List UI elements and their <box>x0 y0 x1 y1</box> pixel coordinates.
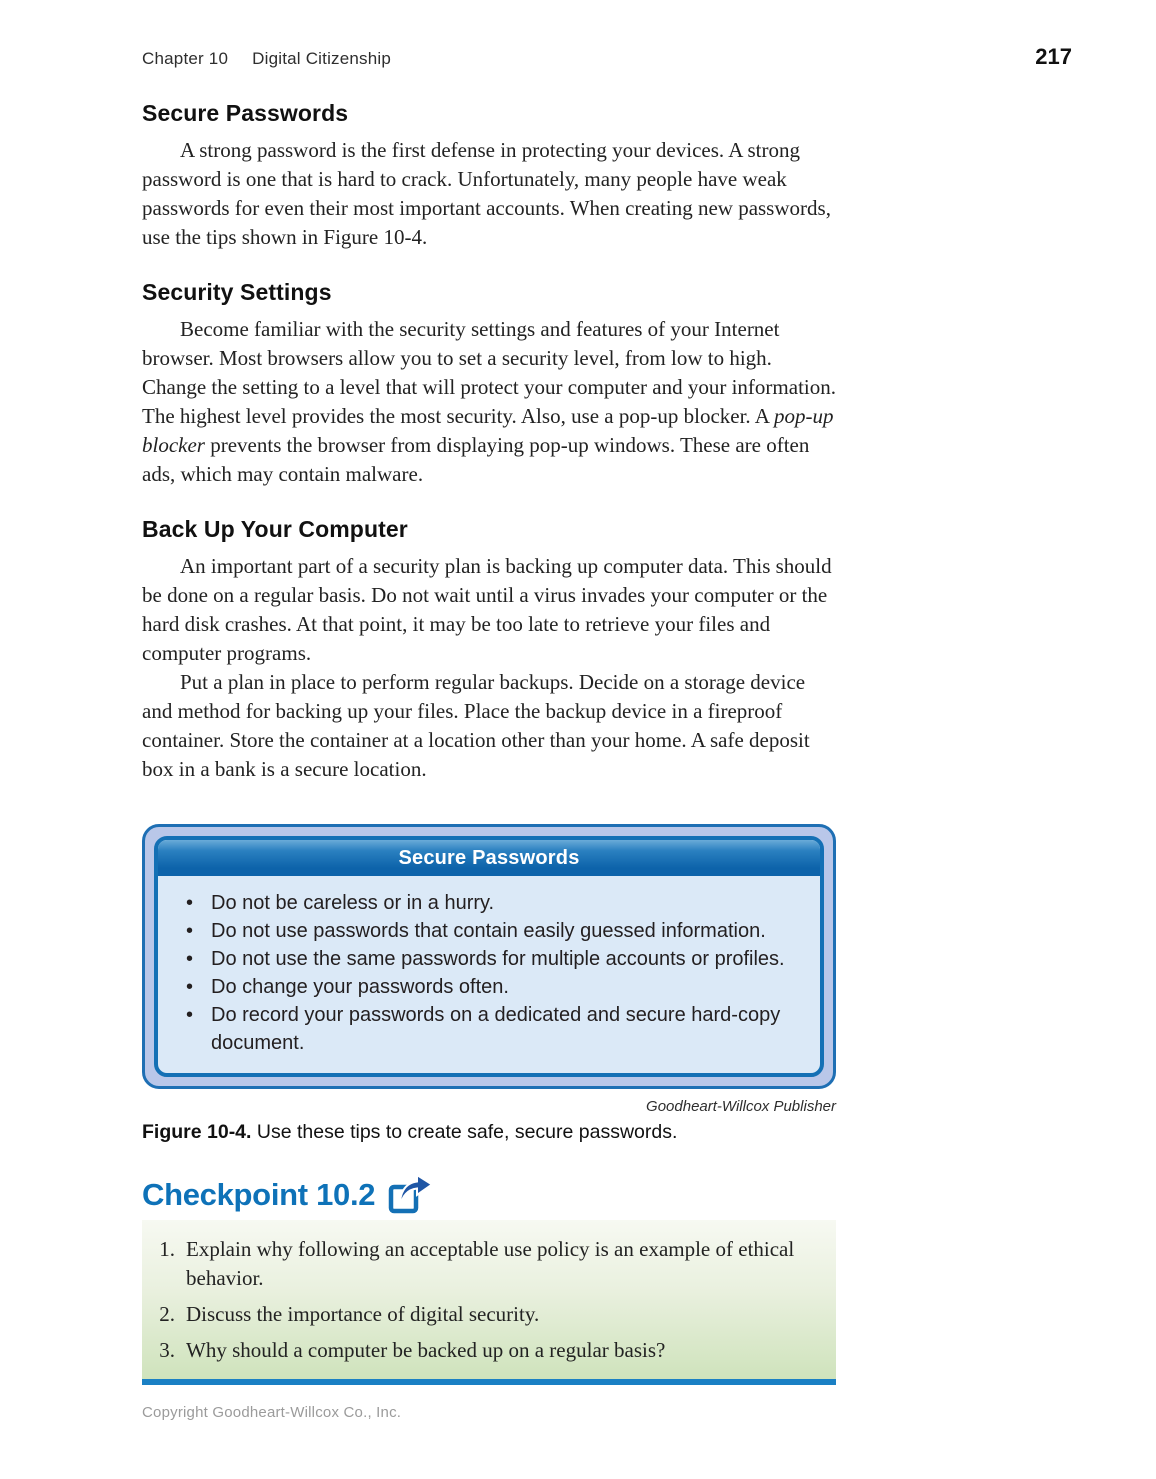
paragraph-security-settings <box>142 315 836 489</box>
question-item <box>152 1235 818 1293</box>
question-text: Discuss the importance of digital security. <box>186 1302 540 1326</box>
external-link-arrow-icon[interactable] <box>387 1174 433 1216</box>
running-head-left <box>142 49 391 69</box>
figure-caption-text: Use these tips to create safe, secure passwords. <box>256 1121 678 1143</box>
checkpoint-questions <box>142 1220 836 1379</box>
paragraph-text: Become familiar with the security settings and features of your Internet browser. Most browsers allow you to set a security level, from low to high. Change the setting to a level that will protect your computer and your information. The highest level provides the most security. Also, use a pop-up blocker. A <box>142 317 836 428</box>
checkpoint-title: Checkpoint 10.2 <box>142 1177 376 1212</box>
figure-inner-panel <box>154 836 824 1077</box>
list-item: • Do not use passwords that contain easily guessed information. <box>174 917 798 945</box>
list-item: • Do not be careless or in a hurry. <box>174 889 798 917</box>
question-item <box>152 1300 818 1329</box>
glossary-term-italic: pop-up blocker <box>142 404 834 457</box>
checkpoint-header <box>142 1170 836 1220</box>
figure-credit: Goodheart-Willcox Publisher <box>646 1098 836 1115</box>
list-item: • Do not use the same passwords for multiple accounts or profiles. <box>174 945 798 973</box>
heading-secure-passwords: Secure Passwords <box>142 100 349 126</box>
heading-security-settings: Security Settings <box>142 279 332 305</box>
chapter-label: Chapter 10 <box>142 49 229 68</box>
question-item <box>152 1336 818 1365</box>
question-text: Why should a computer be backed up on a regular basis? <box>186 1338 666 1362</box>
figure-caption <box>142 1121 836 1144</box>
question-number: 1. <box>159 1237 175 1261</box>
checkpoint-bottom-rule <box>142 1379 836 1385</box>
main-column <box>142 100 836 1385</box>
figure-tips-list <box>158 876 820 1073</box>
copyright-footer: Copyright Goodheart-Willcox Co., Inc. <box>142 1404 402 1421</box>
list-item: • Do change your passwords often. <box>174 973 798 1001</box>
question-text: Explain why following an acceptable use policy is an example of ethical behavior. <box>186 1237 795 1290</box>
paragraph-secure-passwords: A strong password is the first defense in protecting your devices. A strong password is one that is hard to crack. Unfortunately, many people have weak passwords for even their most important accounts. When creating new passwords, use the tips shown in Figure 10-4. <box>142 138 831 249</box>
figure-caption-label: Figure 10-4. <box>142 1121 252 1143</box>
paragraph-text: prevents the browser from displaying pop-up windows. These are often ads, which may contain malware. <box>142 433 810 486</box>
figure-10-4-box <box>142 824 836 1089</box>
paragraph-back-up-1: An important part of a security plan is backing up computer data. This should be done on a regular basis. Do not wait until a virus invades your computer or the hard disk crashes. At that point, it may be too late to retrieve your files and computer programs. <box>142 554 832 665</box>
paragraph-back-up-2: Put a plan in place to perform regular backups. Decide on a storage device and method for backing up your files. Place the backup device in a fireproof container. Store the container at a location other than your home. A safe deposit box in a bank is a secure location. <box>142 670 810 781</box>
page-number: 217 <box>1035 44 1072 69</box>
checkpoint-banner <box>440 1176 836 1220</box>
checkpoint-section <box>142 1170 836 1385</box>
question-number: 2. <box>159 1302 175 1326</box>
heading-back-up-your-computer: Back Up Your Computer <box>142 516 408 542</box>
figure-title-band <box>158 840 820 876</box>
question-number: 3. <box>159 1338 175 1362</box>
running-head <box>142 44 1072 70</box>
list-item: • Do record your passwords on a dedicated and secure hard-copy document. <box>174 1001 798 1057</box>
section-label: Digital Citizenship <box>252 49 392 68</box>
figure-title: Secure Passwords <box>398 846 580 869</box>
